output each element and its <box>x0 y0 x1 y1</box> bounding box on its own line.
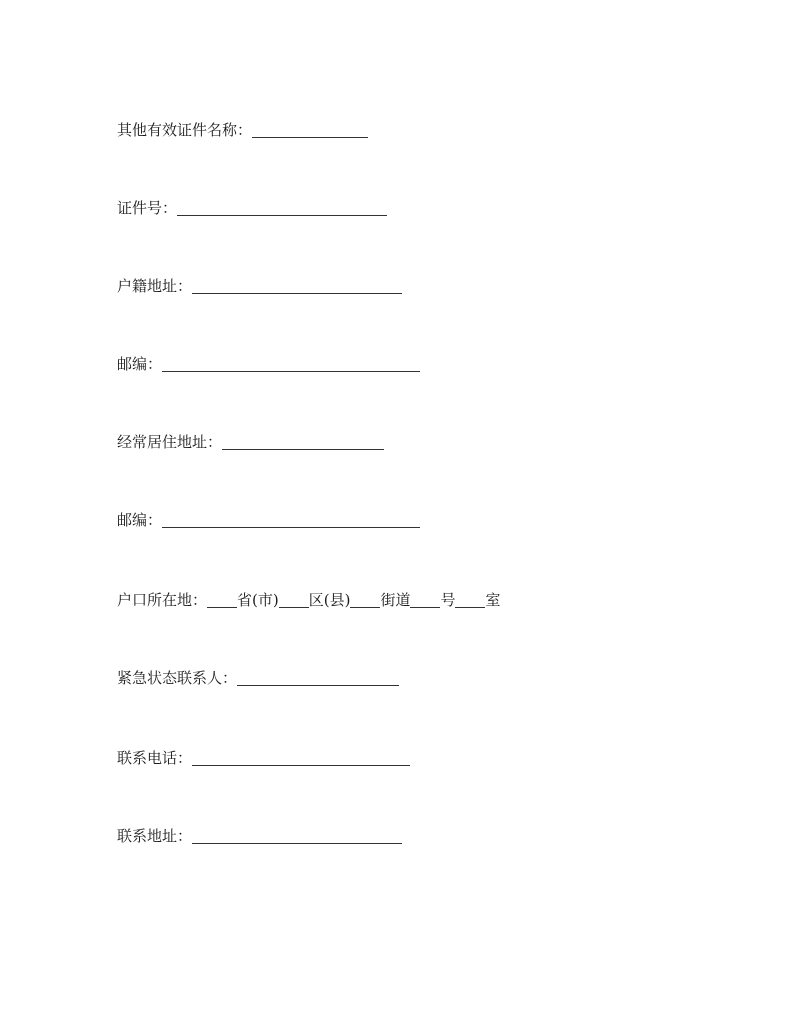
postcode-blank-2[interactable] <box>162 511 420 528</box>
street-unit: 街道 <box>380 591 411 609</box>
other-id-name-blank[interactable] <box>252 121 368 138</box>
emergency-contact-blank[interactable] <box>237 669 399 686</box>
province-unit: 省(市) <box>237 591 279 609</box>
district-blank[interactable] <box>279 591 309 608</box>
contact-phone-field <box>117 746 410 768</box>
id-number-field <box>117 196 387 218</box>
contact-address-blank[interactable] <box>192 827 402 844</box>
hukou-location-field <box>117 588 501 610</box>
number-blank[interactable] <box>410 591 440 608</box>
household-address-blank[interactable] <box>192 277 402 294</box>
emergency-contact-field <box>117 666 399 688</box>
emergency-contact-label: 紧急状态联系人： <box>117 669 238 687</box>
other-id-name-label: 其他有效证件名称： <box>117 121 253 139</box>
residence-address-field <box>117 430 384 452</box>
household-address-field <box>117 274 402 296</box>
residence-address-label: 经常居住地址： <box>117 433 223 451</box>
household-address-label: 户籍地址： <box>117 277 193 295</box>
id-number-blank[interactable] <box>177 199 387 216</box>
street-blank[interactable] <box>350 591 380 608</box>
contact-phone-blank[interactable] <box>192 749 410 766</box>
contact-phone-label: 联系电话： <box>117 749 193 767</box>
hukou-location-label: 户口所在地： <box>117 591 208 609</box>
id-number-label: 证件号： <box>117 199 178 217</box>
postcode-field-1 <box>117 352 420 374</box>
postcode-blank-1[interactable] <box>162 355 420 372</box>
room-blank[interactable] <box>455 591 485 608</box>
postcode-label-2: 邮编： <box>117 511 163 529</box>
number-unit: 号 <box>440 591 456 609</box>
contact-address-field <box>117 824 402 846</box>
postcode-field-2 <box>117 508 420 530</box>
district-unit: 区(县) <box>308 591 351 609</box>
contact-address-label: 联系地址： <box>117 827 193 845</box>
province-blank[interactable] <box>207 591 237 608</box>
other-id-name-field <box>117 118 368 140</box>
room-unit: 室 <box>485 591 501 609</box>
postcode-label-1: 邮编： <box>117 355 163 373</box>
residence-address-blank[interactable] <box>222 433 384 450</box>
